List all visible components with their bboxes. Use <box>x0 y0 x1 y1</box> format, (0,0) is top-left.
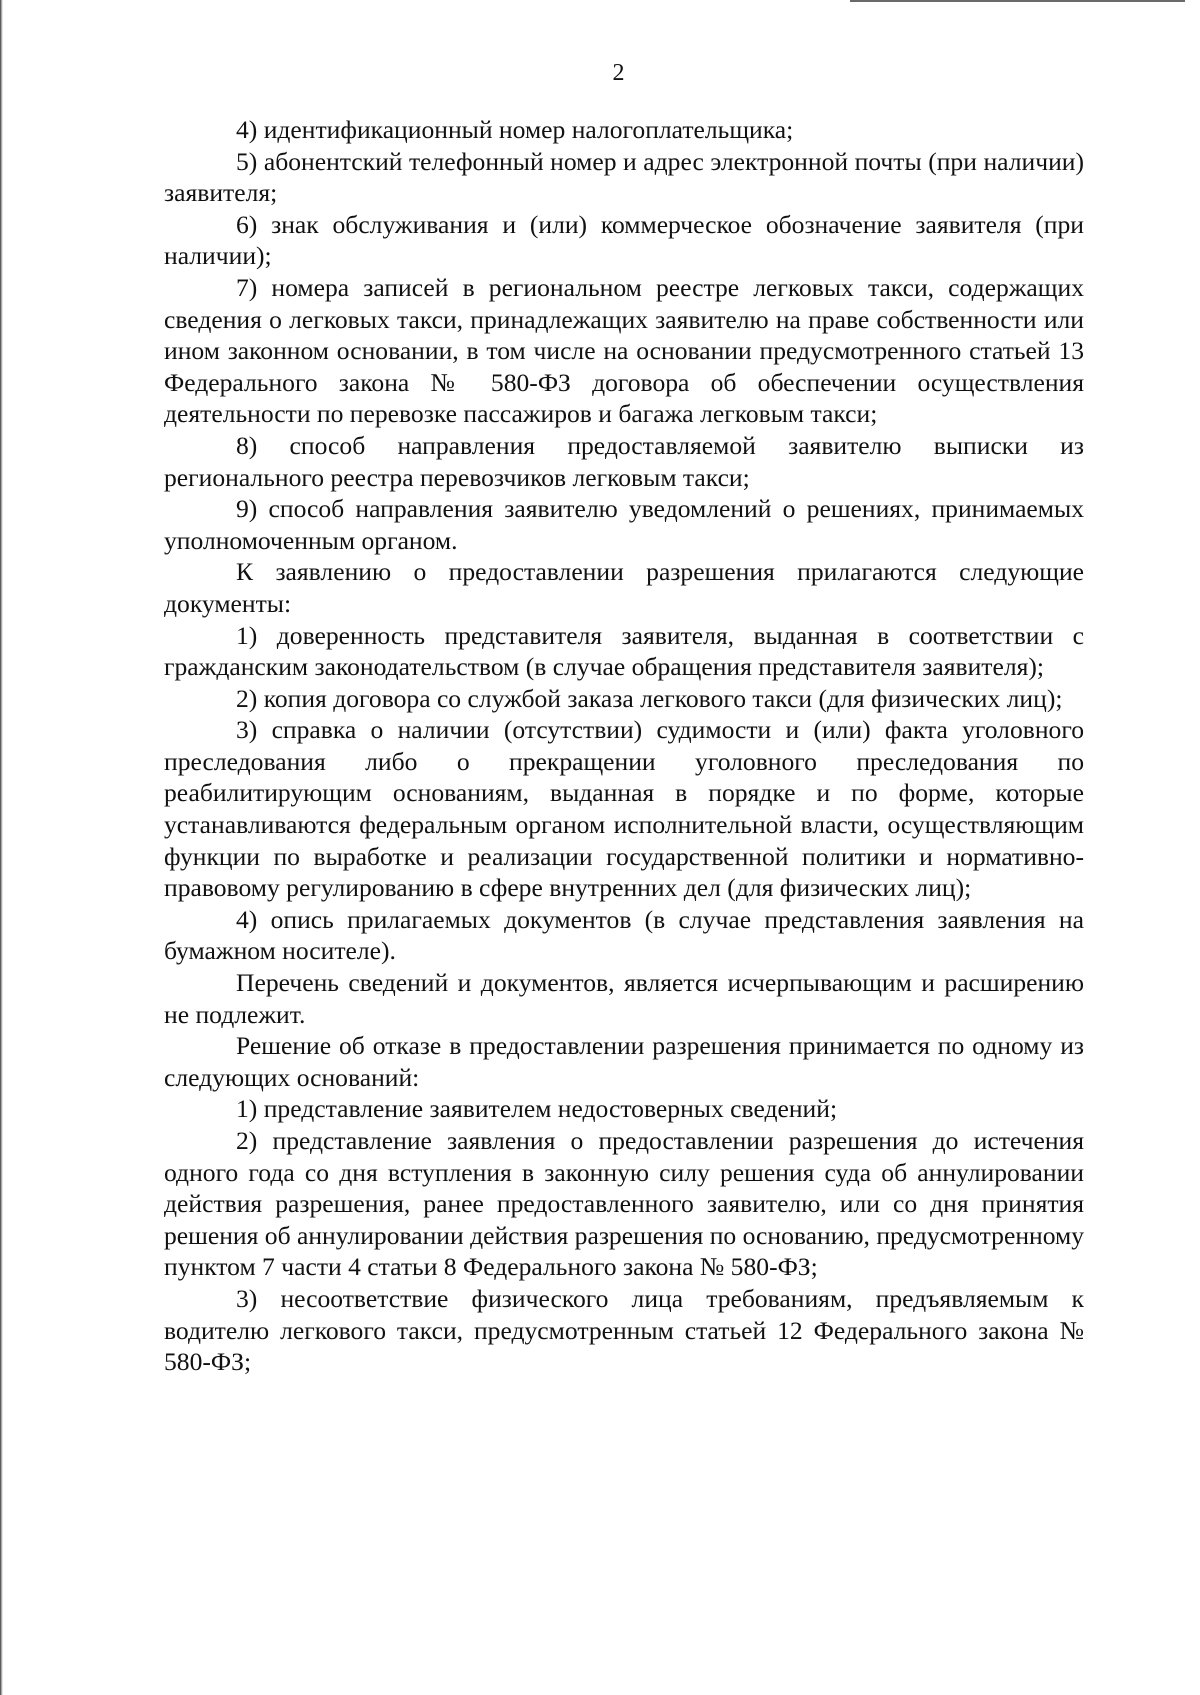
paragraph-doc-3-criminal-record: 3) справка о наличии (отсутствии) судимости и (или) факта уголовного преследования либо о прекращении уголовного преследования по реабилитирующим основаниям, выданная в порядке и по форме, которые устанавливаются федеральным органом исполнительной власти, осуществляющим функции по выработке и реализации государственной политики и нормативно-правовому регулированию в сфере внутренних дел (для физических лиц); <box>164 715 1084 903</box>
paragraph-attached-documents-intro: К заявлению о предоставлении разрешения прилагаются следующие документы: <box>164 557 1084 618</box>
paragraph-doc-1-power-of-attorney: 1) доверенность представителя заявителя, выданная в соответствии с гражданским законодательством (в случае обращения представителя заявителя); <box>164 620 1084 682</box>
paragraph-refusal-intro: Решение об отказе в предоставлении разрешения принимается по одному из следующих оснований: <box>164 1031 1084 1092</box>
scan-edge-top <box>850 0 1185 2</box>
paragraph-refusal-2-early-application: 2) представление заявления о предоставлении разрешения до истечения одного года со дня вступления в законную силу решения суда об аннулировании действия разрешения, ранее предоставленного заявителю, или со дня принятия решения об аннулировании действия разрешения по основанию, предусмотренному пунктом 7 части 4 статьи 8 Федерального закона № 580-ФЗ; <box>164 1126 1085 1282</box>
page-number: 2 <box>612 60 625 86</box>
paragraph-item-7-registry-records: 7) номера записей в региональном реестре легковых такси, содержащих сведения о легковых такси, принадлежащих заявителю на праве собственности или ином законном основании, в том числе на основании предусмотренного статьей 13 Федерального закона № 580-ФЗ договора об обеспечении осуществления деятельности по перевозке пассажиров и багажа легковым такси; <box>164 272 1084 429</box>
paragraph-doc-4-inventory: 4) опись прилагаемых документов (в случае представления заявления на бумажном носителе). <box>164 904 1084 966</box>
paragraph-item-9-notification-method: 9) способ направления заявителю уведомлений о решениях, принимаемых уполномоченным органом. <box>164 494 1084 555</box>
paragraph-item-4-inn: 4) идентификационный номер налогоплательщика; <box>236 115 794 144</box>
paragraph-item-8-extract-method: 8) способ направления предоставляемой заявителю выписки из регионального реестра перевозчиков легковым такси; <box>164 430 1084 492</box>
document-body <box>164 114 1084 1378</box>
paragraph-item-5-contacts: 5) абонентский телефонный номер и адрес электронной почты (при наличии) заявителя; <box>164 146 1084 208</box>
paragraph-refusal-1-false-info: 1) представление заявителем недостоверных сведений; <box>236 1094 838 1124</box>
paragraph-refusal-3-driver-requirements: 3) несоответствие физического лица требованиям, предъявляемым к водителю легкового такси, предусмотренным статьей 12 Федерального закона № 580-ФЗ; <box>164 1283 1084 1377</box>
scan-edge-left <box>0 0 3 1695</box>
paragraph-item-6-trademark: 6) знак обслуживания и (или) коммерческое обозначение заявителя (при наличии); <box>164 209 1084 271</box>
paragraph-doc-2-contract-copy: 2) копия договора со службой заказа легкового такси (для физических лиц); <box>236 683 1063 713</box>
paragraph-exhaustive-list: Перечень сведений и документов, является исчерпывающим и расширению не подлежит. <box>164 968 1084 1029</box>
